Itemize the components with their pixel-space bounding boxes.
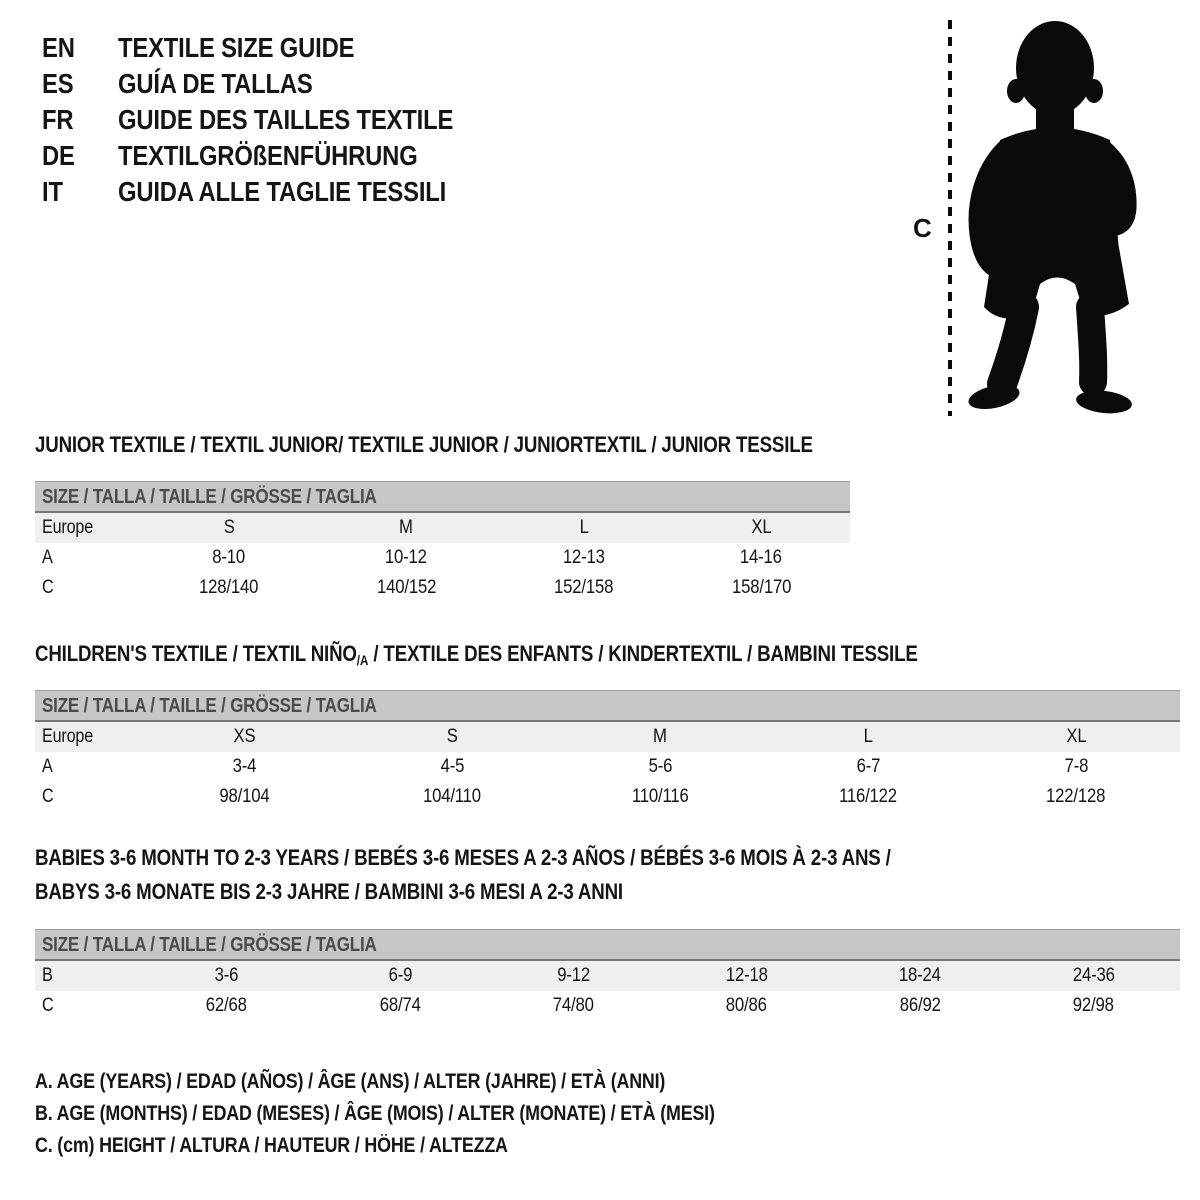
legend-line-a: A. AGE (YEARS) / EDAD (AÑOS) / ÂGE (ANS) / ALTER (JAHRE) / ETÀ (ANNI) <box>35 1070 666 1093</box>
size-table-header: SIZE / TALLA / TAILLE / GRÖSSE / TAGLIA <box>35 929 1180 961</box>
size-value: 6-9 <box>388 965 412 986</box>
babies-size-table <box>35 929 1180 1021</box>
size-value: 140/152 <box>376 577 436 598</box>
size-value: XS <box>233 726 255 747</box>
size-value: XL <box>751 517 772 538</box>
size-value: M <box>399 517 414 538</box>
size-value: 152/158 <box>554 577 614 598</box>
size-value: 68/74 <box>379 995 421 1016</box>
table-row <box>35 961 1180 991</box>
lang-title: TEXTILGRÖßENFÜHRUNG <box>118 140 418 171</box>
lang-title: GUIDE DES TAILLES TEXTILE <box>118 104 454 135</box>
size-value: S <box>223 517 235 538</box>
nino-a-subscript: /A <box>356 652 369 668</box>
table-row <box>35 782 1180 812</box>
size-value: 6-7 <box>856 756 880 777</box>
table-row <box>35 513 850 543</box>
size-table-header: SIZE / TALLA / TAILLE / GRÖSSE / TAGLIA <box>35 481 850 513</box>
lang-title: GUIDA ALLE TAGLIE TESSILI <box>118 176 447 207</box>
size-value: 18-24 <box>899 965 941 986</box>
size-value: 3-6 <box>214 965 239 986</box>
height-measure-figure <box>905 0 1200 430</box>
size-value: 4-5 <box>440 756 464 777</box>
language-title-list <box>42 30 512 210</box>
height-measure-label: C <box>913 213 932 243</box>
table-row <box>35 991 1180 1021</box>
size-value: 7-8 <box>1064 756 1088 777</box>
lang-code: DE <box>42 140 75 171</box>
size-value: XL <box>1065 726 1087 747</box>
size-value: 92/98 <box>1072 995 1114 1016</box>
lang-code: ES <box>42 68 74 99</box>
size-value: 80/86 <box>726 995 768 1016</box>
size-value: 9-12 <box>556 965 590 986</box>
size-value: 10-12 <box>385 547 428 568</box>
size-value: L <box>863 726 873 747</box>
lang-code: FR <box>42 104 74 135</box>
lang-row-de <box>42 138 512 174</box>
row-label: A <box>42 547 53 568</box>
row-label: C <box>42 577 54 598</box>
size-value: 12-18 <box>725 965 768 986</box>
lang-row-it <box>42 174 512 210</box>
size-value: 122/128 <box>1046 786 1106 807</box>
legend-line-b: B. AGE (MONTHS) / EDAD (MESES) / ÂGE (MOIS) / ALTER (MONATE) / ETÀ (MESI) <box>35 1102 715 1125</box>
size-value: 74/80 <box>552 995 594 1016</box>
table-row <box>35 722 1180 752</box>
size-value: 8-10 <box>212 547 246 568</box>
measurement-legend <box>35 1066 835 1162</box>
size-value: 3-4 <box>232 756 256 777</box>
size-value: 5-6 <box>648 756 672 777</box>
junior-section-title: JUNIOR TEXTILE / TEXTIL JUNIOR/ TEXTILE JUNIOR / JUNIORTEXTIL / JUNIOR TESSILE <box>35 432 813 457</box>
lang-row-fr <box>42 102 512 138</box>
legend-line-c: C. (cm) HEIGHT / ALTURA / HAUTEUR / HÖHE / ALTEZZA <box>35 1134 508 1157</box>
size-value: L <box>579 517 589 538</box>
size-value: 62/68 <box>206 995 248 1016</box>
size-table-header: SIZE / TALLA / TAILLE / GRÖSSE / TAGLIA <box>35 690 1180 722</box>
row-label: A <box>42 756 53 777</box>
size-value: 104/110 <box>423 786 481 807</box>
size-value: 24-36 <box>1072 965 1115 986</box>
row-label: C <box>42 786 54 807</box>
lang-title: GUÍA DE TALLAS <box>118 68 313 99</box>
size-value: 98/104 <box>218 786 270 807</box>
lang-row-es <box>42 66 512 102</box>
lang-row-en <box>42 30 512 66</box>
babies-section-title-line2: BABYS 3-6 MONATE BIS 2-3 JAHRE / BAMBINI 3-6 MESI A 2-3 ANNI <box>35 879 623 904</box>
size-value: 12-13 <box>562 547 605 568</box>
babies-section-title-line1: BABIES 3-6 MONTH TO 2-3 YEARS / BEBÉS 3-6 MESES A 2-3 AÑOS / BÉBÉS 3-6 MOIS À 2-3 ANS / <box>35 845 891 870</box>
size-value: 14-16 <box>740 547 783 568</box>
table-row <box>35 573 850 603</box>
size-value: S <box>446 726 458 747</box>
toddler-silhouette-icon <box>938 12 1150 424</box>
row-label: B <box>42 965 53 986</box>
lang-code: EN <box>42 32 75 63</box>
row-label: C <box>42 995 54 1016</box>
table-row <box>35 543 850 573</box>
row-label: Europe <box>42 517 94 538</box>
lang-code: IT <box>42 176 63 207</box>
size-value: M <box>653 726 667 747</box>
table-row <box>35 752 1180 782</box>
size-value: 128/140 <box>199 577 259 598</box>
lang-title: TEXTILE SIZE GUIDE <box>118 32 355 63</box>
size-value: 158/170 <box>731 577 791 598</box>
row-label: Europe <box>42 726 94 747</box>
children-size-table <box>35 690 1180 812</box>
size-value: 110/116 <box>631 786 689 807</box>
size-value: 116/122 <box>839 786 897 807</box>
size-value: 86/92 <box>899 995 941 1016</box>
children-section-title: CHILDREN'S TEXTILE / TEXTIL NIÑO/A / TEXTILE DES ENFANTS / KINDERTEXTIL / BAMBINI TESSILE <box>35 641 918 668</box>
junior-size-table <box>35 481 850 603</box>
